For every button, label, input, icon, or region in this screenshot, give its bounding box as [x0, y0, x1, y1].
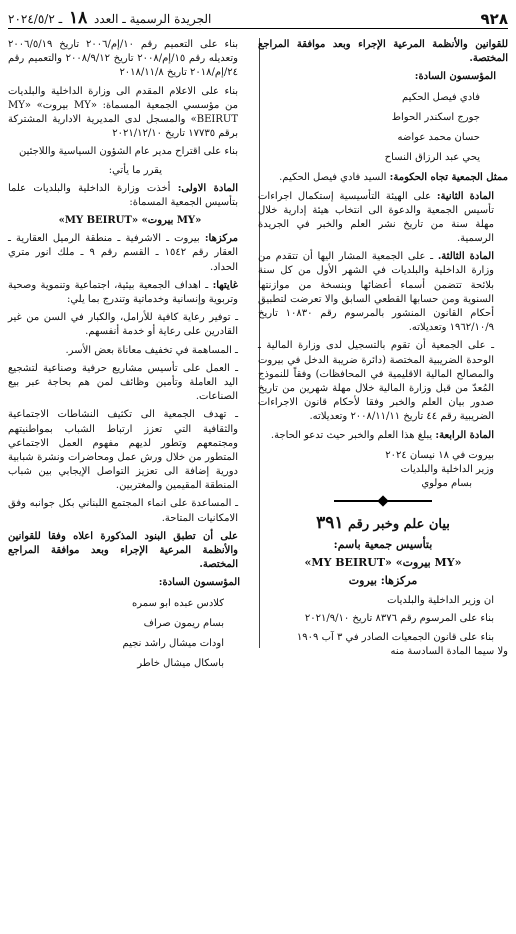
article-3-label: المادة الثالثة. [437, 251, 494, 263]
goals-label: غايتها: [212, 279, 238, 291]
goal-item: ـ العمل على تأسيس مشاريع حرفية وصناعية لتشجيع اليد العاملة وتأمين وظائف لمن هم بحاجة عبر بيع الصناعات. [8, 362, 238, 403]
article-2-label: المادة الثانية: [436, 190, 495, 202]
government-representative [258, 171, 508, 185]
left-column [8, 38, 252, 677]
rep-text: السيد فادي فيصل الحكيم. [279, 172, 387, 184]
founder-name: بسام ريمون صراف [143, 617, 224, 629]
section-separator [258, 497, 508, 505]
issue-date: ـ ٢٠٢٤/٥/٢ [8, 12, 63, 26]
article-2-text: على الهيئة التأسيسية إستكمال اجراءات تأسيس الجمعية والدعوة الى انتخاب هيئة إدارية خلال مهلة سنة من تاريخ نشر العلم والخبر في الجريدة الرسمية. [258, 190, 494, 245]
closing-clause: على أن تطبق البنود المذكورة اعلاه وفقا للقوانين والأنظمة المرعية الإجراء وبعد موافقة المراجع المختصة. [8, 530, 238, 571]
page-number: ٩٢٨ [480, 10, 508, 28]
notice-basis-decree: بناء على المرسوم رقم ٨٣٧٦ تاريخ ٢٠٢١/٩/١٠ [304, 613, 494, 625]
founder-name: فادي فيصل الحكيم [402, 91, 480, 103]
article-2 [258, 190, 508, 247]
founder-name: باسكال ميشال خاطر [137, 658, 224, 670]
issue-number: ١٨ [68, 8, 88, 28]
notice-association-name: «MY بيروت» «MY BEIRUT» [304, 555, 462, 569]
headquarters [8, 232, 252, 275]
gazette-issue-line [8, 8, 211, 28]
goal-item: ـ توفير رعاية كافية للأرامل، والكبار في السن من غير القادرين على رعاية أو خدمة أنفسهم. [8, 312, 238, 338]
signature-date: بيروت في ١٨ نيسان ٢٠٢٤ [385, 449, 494, 461]
goal-item: ـ المساعدة على انماء المجتمع اللبناني بكل جوانبه وفق الامكانيات المتاحة. [8, 498, 238, 524]
notice-basis-article: ولا سيما المادة السادسة منه [390, 645, 508, 657]
goals-text: ـ اهداف الجمعية بيئية، اجتماعية وتنموية وصحية وتربوية وإنسانية وخدماتية وتندرج بما يلي: [8, 279, 238, 305]
article-1 [8, 182, 252, 210]
article-3 [258, 250, 508, 335]
article-3-text: ـ على الجمعية المشار اليها أن تتقدم من وزارة الداخلية والبلديات في الشهر الأول من كل سنة بلائحة تتضمن أسماء أعضائها وبنسخة من موازنتها السنوية ومن حسابها القطعي السابق والا تعرضت لتطبيق أحكام القانون المنشور بالمرسوم رقم ١٠٨٣٠ تاريخ ١٩٦٢/١٠/٩ وتعديلاته. [258, 251, 495, 334]
notice-headquarters: مركزها: بيروت [348, 573, 418, 587]
founder-name: حسان محمد عواضه [397, 131, 480, 143]
signature-block [258, 449, 508, 492]
notice-minister-line: ان وزير الداخلية والبلديات [387, 595, 494, 607]
notice-title-prefix: بيان علم وخبر رقم [348, 517, 450, 533]
right-intro: للقوانين والأنظمة المرعية الإجراء وبعد موافقة المراجع المختصة. [258, 39, 508, 65]
page-header [8, 6, 508, 29]
basis-proposal: بناء على اقتراح مدير عام الشؤون السياسية واللاجئين [19, 146, 238, 158]
hq-text: بيروت ـ الاشرفية ـ منطقة الرميل العقارية ـ العقار رقم ١٥٤٢ ـ القسم رقم ٩ ـ ملك انور متري الحداد. [8, 233, 239, 273]
left-founders-list [8, 576, 252, 671]
decides-heading: يقرر ما يأتي: [108, 164, 162, 176]
notice-basis-law: بناء على قانون الجمعيات الصادر في ٣ آب ١٩٠٩ [296, 631, 494, 643]
signature-title: وزير الداخلية والبلديات [400, 463, 494, 475]
association-name: «MY بيروت» «MY BEIRUT» [58, 215, 202, 227]
founder-name: كلادس عبده ابو سمره [131, 597, 224, 609]
rep-label: ممثل الجمعية تجاه الحكومة: [389, 172, 508, 184]
goals [8, 279, 252, 307]
notice-subtitle: بتأسيس جمعية باسم: [333, 538, 433, 552]
basis-circular: بناء على التعميم رقم ١٠/إم/٢٠٠٦ تاريخ ٢٠٠٦/٥/١٩ وتعديله رقم ١٥/إم/٢٠٠٨ تاريخ ٢٠٠٨/٩/١٢ والتعميم رقم ٢٤/إم/٢٠١٨ تاريخ ٢٠١٨/١١/٨ [8, 39, 238, 79]
founder-name: يحي عبد الرزاق النساح [384, 152, 480, 164]
article-1-label: المادة الاولى: [177, 182, 239, 194]
signature-name: بسام مولوي [421, 478, 472, 490]
left-founders-label: المؤسسون السادة: [158, 577, 240, 589]
right-founders-label: المؤسسون السادة: [414, 71, 496, 83]
article-1-text: أخذت وزارة الداخلية والبلديات علما بتأسيس الجمعية المسماة: [8, 182, 238, 208]
notice-title [258, 511, 508, 535]
basis-declaration: بناء على الاعلام المقدم الى وزارة الداخلية والبلديات من مؤسسي الجمعية المسماة: «MY بيروت» «MY BEIRUT» والمسجل لدى المديرية الادارية المشتركة برقم ١٧٧٣٥ تاريخ ٢٠٢١/١٢/١٠ [8, 85, 239, 140]
article-4-text: يبلغ هذا العلم والخبر حيث تدعو الحاجة. [270, 429, 433, 441]
article-3-tax: ـ على الجمعية أن تقوم بالتسجيل لدى وزارة المالية ـ الوحدة الضريبية المختصة (دائرة ضريبة الدخل في بيروت والمصالح المالية الاقليمية في المحافظات) وفقاً للنموذج المُعدّ من قبل وزارة المالية خلال مهلة شهرين من تاريخ صدور بيان العلم والخبر وفقا لأحكام قانون الاجراءات الضريبية رقم ٤٤ تاريخ ٢٠٠٨/١١/١١ وتعديلاته. [258, 340, 494, 423]
article-4-label: المادة الرابعة: [435, 429, 494, 441]
goal-item: ـ المساهمة في تخفيف معاناة بعض الأسر. [65, 344, 238, 356]
gazette-label: الجريدة الرسمية ـ العدد [94, 12, 212, 26]
founder-name: جورج اسكندر الحواط [391, 111, 480, 123]
hq-label: مركزها: [204, 233, 238, 245]
right-founders-list [258, 70, 508, 165]
notice-number: ٣٩١ [316, 513, 344, 534]
article-4 [258, 429, 508, 443]
founder-name: اودات ميشال راشد نجيم [122, 637, 224, 649]
right-column [258, 38, 508, 663]
goal-item: ـ تهدف الجمعية الى تكثيف النشاطات الاجتماعية والثقافية التي تعزز ارتباط الشباب بمواطنيتهم ومجتمعهم وتطور لديهم مفهوم العمل الاجتماعي المتطور من خلال ورش عمل ومحاضرات ونشرة شبابية دورية إضافة الى تعزيز التواصل الإيجابي بين شباب المنطقة المقيمين والمغتربين. [8, 409, 238, 492]
